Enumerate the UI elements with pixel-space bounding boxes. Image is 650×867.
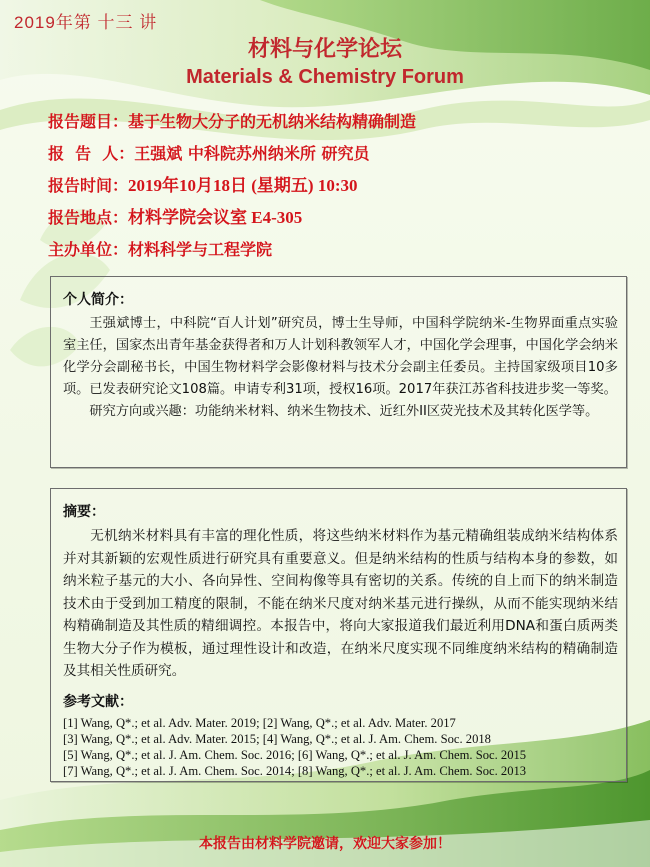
time-row xyxy=(48,170,638,202)
references-heading: 参考文献： xyxy=(63,693,133,710)
time-value: 2019年10月18日 (星期五) 10:30 xyxy=(128,176,358,195)
talk-topic-row xyxy=(48,106,638,138)
reference-line: [5] Wang, Q*.; et al. J. Am. Chem. Soc. 2016; [6] Wang, Q*.; et al. J. Am. Chem. Soc. 2015 xyxy=(63,747,527,762)
abstract-box xyxy=(50,488,627,782)
abstract-text: 无机纳米材料具有丰富的理化性质，将这些纳米材料作为基元精确组装成纳米结构体系并对其新颖的宏观性质进行研究具有重要意义。但是纳米结构的性质与结构本身的参数，如纳米粒子基元的大小、各向异性、空间构像等具有密切的关系。传统的自上而下的纳米制造技术由于受到加工精度的限制，不能在纳米尺度对纳米基元进行操纵，从而不能实现纳米结构精确制造及其性质的精细调控。本报告中，将向大家报道我们最近利用DNA和蛋白质两类生物大分子作为模板，通过理性设计和改造，在纳米尺度实现不同维度纳米结构的精确制造及其相关性质研究。 xyxy=(63,528,618,679)
speaker-row xyxy=(48,138,638,170)
talk-info xyxy=(48,106,638,266)
host-label: 主办单位： xyxy=(48,240,129,259)
speaker-label: 报 告 人： xyxy=(48,144,135,163)
reference-line: [1] Wang, Q*.; et al. Adv. Mater. 2019; [2] Wang, Q*.; et al. Adv. Mater. 2017 xyxy=(63,715,456,730)
place-row xyxy=(48,202,638,234)
lecture-series-label: 2019年第 十三 讲 xyxy=(14,13,158,32)
invitation-footer: 本报告由材料学院邀请，欢迎大家参加！ xyxy=(199,836,451,852)
topic-label: 报告题目： xyxy=(48,112,129,131)
research-interests: 研究方向或兴趣：功能纳米材料、纳米生物技术、近红外II区荧光技术及其转化医学等。 xyxy=(89,404,599,419)
speaker-value: 王强斌 中科院苏州纳米所 研究员 xyxy=(134,144,370,163)
forum-title-en: Materials & Chemistry Forum xyxy=(186,66,464,88)
bio-paragraph: 王强斌博士，中科院“百人计划”研究员，博士生导师，中国科学院纳米-生物界面重点实验室主任，国家杰出青年基金获得者和万人计划科教领军人才，中国化学会理事，中国化学会纳米化学分会副秘书长，中国生物材料学会影像材料与技术分会副主任委员。主持国家级项目10多项。已发表研究论文108篇。申请专利31项，授权16项。2017年获江苏省科技进步奖一等奖。 xyxy=(63,316,618,397)
bio-heading: 个人简介： xyxy=(63,292,133,308)
references-list xyxy=(63,715,626,779)
reference-line: [3] Wang, Q*.; et al. Adv. Mater. 2015; [4] Wang, Q*.; et al. J. Am. Chem. Soc. 2018 xyxy=(63,731,491,746)
bio-box xyxy=(50,276,627,468)
topic-value: 基于生物大分子的无机纳米结构精确制造 xyxy=(128,112,417,131)
host-value: 材料科学与工程学院 xyxy=(128,240,273,259)
host-row xyxy=(48,234,638,266)
abstract-heading: 摘要： xyxy=(63,504,105,520)
forum-title-cn: 材料与化学论坛 xyxy=(247,37,402,62)
time-label: 报告时间： xyxy=(48,176,129,195)
reference-line: [7] Wang, Q*.; et al. J. Am. Chem. Soc. 2014; [8] Wang, Q*.; et al. J. Am. Chem. Soc. 2013 xyxy=(63,763,527,778)
place-value: 材料学院会议室 E4-305 xyxy=(128,208,303,227)
place-label: 报告地点： xyxy=(48,208,129,227)
